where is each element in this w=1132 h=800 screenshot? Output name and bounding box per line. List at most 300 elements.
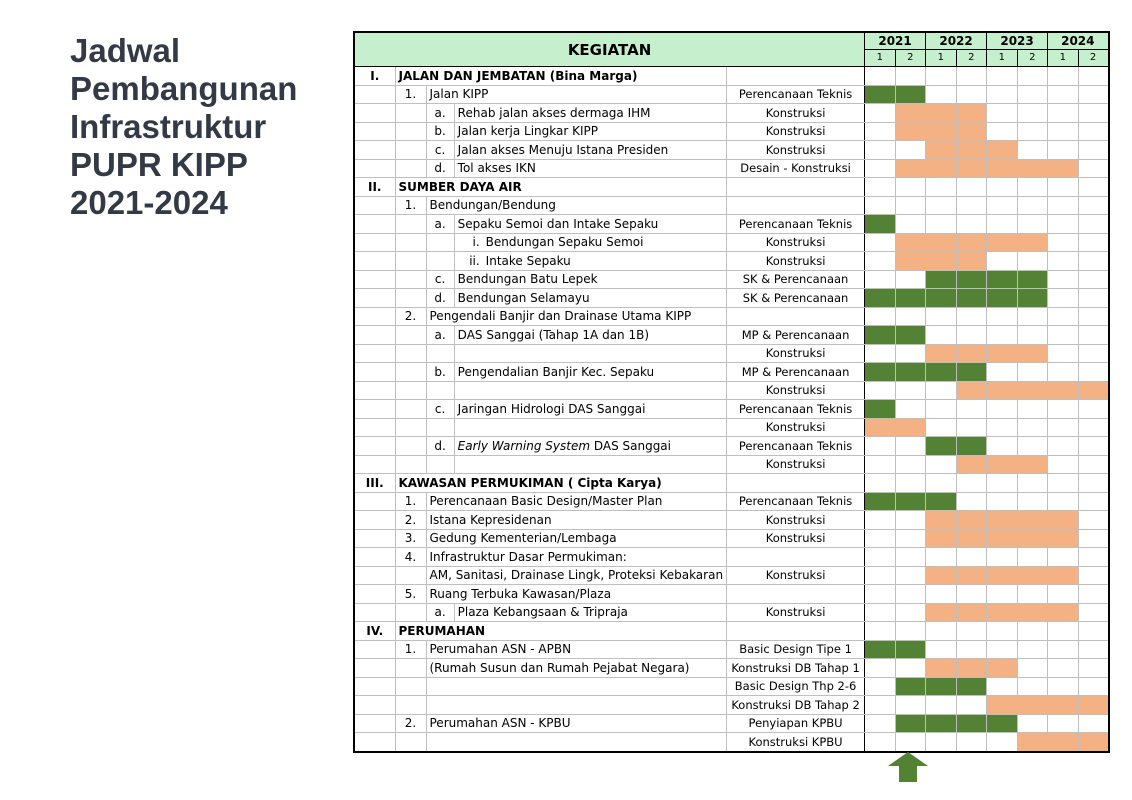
gantt-cell-empty xyxy=(956,474,987,493)
gantt-cell-construction xyxy=(987,696,1018,715)
sub-text-rest: DAS Sanggai xyxy=(590,438,671,453)
gantt-cell-empty xyxy=(1048,474,1079,493)
gantt-cell-empty xyxy=(926,622,957,641)
gantt-cell-construction xyxy=(926,122,957,141)
gantt-cell-construction xyxy=(987,603,1018,622)
activity-type: MP & Perencanaan xyxy=(727,326,865,345)
row-spacer xyxy=(395,159,426,178)
gantt-cell-empty xyxy=(895,566,926,585)
gantt-cell-construction xyxy=(956,529,987,548)
activity-row xyxy=(354,252,1109,271)
gantt-cell-empty xyxy=(895,178,926,197)
activity-type: Konstruksi xyxy=(727,344,865,363)
gantt-cell-planning xyxy=(1017,270,1048,289)
gantt-cell-construction xyxy=(1017,381,1048,400)
year-header: 2021 xyxy=(865,32,926,50)
gantt-cell-planning xyxy=(926,677,957,696)
gantt-cell-empty xyxy=(926,85,957,104)
gantt-cell-empty xyxy=(926,381,957,400)
sub-index: d. xyxy=(426,289,454,308)
gantt-cell-empty xyxy=(1048,85,1079,104)
sub-text: Rehab jalan akses dermaga IHM xyxy=(454,104,726,123)
gantt-cell-construction xyxy=(987,529,1018,548)
gantt-cell-empty xyxy=(926,215,957,234)
activity-row xyxy=(354,159,1109,178)
sub-text xyxy=(454,381,726,400)
gantt-cell-empty xyxy=(987,585,1018,604)
row-spacer xyxy=(354,381,395,400)
gantt-cell-empty xyxy=(1078,603,1109,622)
gantt-cell-empty xyxy=(1048,363,1079,382)
row-spacer xyxy=(395,326,426,345)
item-number: 4. xyxy=(395,548,426,567)
gantt-cell-planning xyxy=(956,437,987,456)
gantt-cell-empty xyxy=(1048,233,1079,252)
gantt-cell-empty xyxy=(865,622,896,641)
gantt-cell-construction xyxy=(1048,529,1079,548)
gantt-cell-empty xyxy=(987,85,1018,104)
gantt-cell-empty xyxy=(1078,104,1109,123)
gantt-cell-empty xyxy=(987,474,1018,493)
sub-index xyxy=(426,344,454,363)
gantt-cell-empty xyxy=(1017,85,1048,104)
gantt-cell-empty xyxy=(987,363,1018,382)
gantt-cell-empty xyxy=(895,215,926,234)
gantt-cell-empty xyxy=(1078,196,1109,215)
item-number: 1. xyxy=(395,85,426,104)
activity-type: SK & Perencanaan xyxy=(727,289,865,308)
gantt-cell-empty xyxy=(987,252,1018,271)
gantt-cell-empty xyxy=(865,196,896,215)
activity-row xyxy=(354,696,1109,715)
row-spacer xyxy=(354,696,395,715)
sub-text: DAS Sanggai (Tahap 1A dan 1B) xyxy=(454,326,726,345)
sub-index: d. xyxy=(426,437,454,456)
activity-type: Basic Design Tipe 1 xyxy=(727,640,865,659)
gantt-cell-empty xyxy=(1017,585,1048,604)
gantt-cell-planning xyxy=(926,289,957,308)
gantt-cell-empty xyxy=(1048,196,1079,215)
gantt-cell-empty xyxy=(1048,418,1079,437)
gantt-cell-construction xyxy=(1078,696,1109,715)
row-spacer xyxy=(354,585,395,604)
sub-text: Pengendalian Banjir Kec. Sepaku xyxy=(454,363,726,382)
schedule-table xyxy=(353,31,1110,753)
sub-index xyxy=(426,381,454,400)
activity-type xyxy=(727,307,865,326)
gantt-cell-empty xyxy=(1017,363,1048,382)
row-spacer xyxy=(395,141,426,160)
item-text: Perencanaan Basic Design/Master Plan xyxy=(426,492,727,511)
gantt-cell-empty xyxy=(926,178,957,197)
item-text: Istana Kepresidenan xyxy=(426,511,727,530)
item-number xyxy=(395,696,426,715)
half-year-header: 2 xyxy=(895,50,926,67)
year-header: 2023 xyxy=(987,32,1048,50)
activity-type: Konstruksi xyxy=(727,381,865,400)
gantt-cell-construction xyxy=(987,159,1018,178)
item-text: Ruang Terbuka Kawasan/Plaza xyxy=(426,585,727,604)
activity-row xyxy=(354,437,1109,456)
gantt-cell-empty xyxy=(1017,141,1048,160)
activity-type xyxy=(727,67,865,86)
gantt-cell-empty xyxy=(1078,511,1109,530)
gantt-cell-empty xyxy=(1017,122,1048,141)
section-row xyxy=(354,67,1109,86)
gantt-cell-empty xyxy=(1048,400,1079,419)
sub-text: Jalan akses Menuju Istana Presiden xyxy=(454,141,726,160)
gantt-cell-empty xyxy=(987,104,1018,123)
gantt-cell-empty xyxy=(895,344,926,363)
gantt-cell-empty xyxy=(987,196,1018,215)
row-spacer xyxy=(354,363,395,382)
section-number: III. xyxy=(354,474,395,493)
gantt-cell-empty xyxy=(1078,418,1109,437)
gantt-cell-planning xyxy=(956,714,987,733)
row-spacer xyxy=(354,215,395,234)
gantt-cell-empty xyxy=(1017,104,1048,123)
sub-text xyxy=(454,344,726,363)
gantt-cell-construction xyxy=(926,529,957,548)
activity-row xyxy=(354,418,1109,437)
gantt-cell-empty xyxy=(956,307,987,326)
gantt-cell-empty xyxy=(1017,437,1048,456)
gantt-cell-empty xyxy=(1048,141,1079,160)
gantt-cell-empty xyxy=(1017,548,1048,567)
gantt-cell-empty xyxy=(1078,622,1109,641)
gantt-cell-planning xyxy=(865,215,896,234)
gantt-cell-empty xyxy=(865,566,896,585)
activity-type: Perencanaan Teknis xyxy=(727,492,865,511)
gantt-cell-empty xyxy=(895,67,926,86)
gantt-cell-empty xyxy=(1078,344,1109,363)
gantt-cell-empty xyxy=(926,585,957,604)
sub-text xyxy=(454,418,726,437)
gantt-cell-planning xyxy=(865,640,896,659)
gantt-cell-empty xyxy=(1048,714,1079,733)
gantt-cell-empty xyxy=(1017,659,1048,678)
gantt-cell-construction xyxy=(1078,733,1109,752)
gantt-cell-empty xyxy=(895,585,926,604)
activity-type: Perencanaan Teknis xyxy=(727,437,865,456)
page-title xyxy=(70,32,330,222)
activity-row xyxy=(354,196,1109,215)
gantt-cell-empty xyxy=(895,196,926,215)
activity-type: Konstruksi xyxy=(727,122,865,141)
activity-type: Desain - Konstruksi xyxy=(727,159,865,178)
gantt-cell-construction xyxy=(926,344,957,363)
subsub-text xyxy=(454,233,726,252)
gantt-cell-empty xyxy=(1078,326,1109,345)
subsub-label: Bendungan Sepaku Semoi xyxy=(485,235,644,250)
gantt-cell-empty xyxy=(987,437,1018,456)
sub-text: Jaringan Hidrologi DAS Sanggai xyxy=(454,400,726,419)
row-spacer xyxy=(395,215,426,234)
gantt-cell-empty xyxy=(1048,455,1079,474)
gantt-cell-empty xyxy=(1048,104,1079,123)
gantt-cell-construction xyxy=(926,159,957,178)
gantt-cell-construction xyxy=(987,233,1018,252)
activity-type xyxy=(727,585,865,604)
gantt-cell-construction xyxy=(956,344,987,363)
gantt-cell-empty xyxy=(895,511,926,530)
gantt-cell-empty xyxy=(956,85,987,104)
gantt-cell-empty xyxy=(1048,437,1079,456)
title-line: Jadwal xyxy=(70,32,181,69)
gantt-cell-construction xyxy=(1017,733,1048,752)
gantt-cell-construction xyxy=(1017,233,1048,252)
gantt-cell-construction xyxy=(926,566,957,585)
item-number xyxy=(395,677,426,696)
item-number: 3. xyxy=(395,529,426,548)
gantt-cell-empty xyxy=(1078,492,1109,511)
sub-text: Plaza Kebangsaan & Tripraja xyxy=(454,603,726,622)
gantt-cell-empty xyxy=(895,603,926,622)
sub-index: c. xyxy=(426,141,454,160)
gantt-cell-planning xyxy=(956,289,987,308)
gantt-cell-construction xyxy=(926,252,957,271)
gantt-cell-planning xyxy=(1017,289,1048,308)
year-header: 2024 xyxy=(1048,32,1109,50)
row-spacer xyxy=(354,326,395,345)
gantt-cell-planning xyxy=(895,492,926,511)
gantt-cell-empty xyxy=(865,381,896,400)
activity-row xyxy=(354,733,1109,752)
row-spacer xyxy=(354,344,395,363)
gantt-cell-empty xyxy=(987,492,1018,511)
gantt-cell-empty xyxy=(987,178,1018,197)
gantt-cell-empty xyxy=(1017,215,1048,234)
activity-type: Konstruksi KPBU xyxy=(727,733,865,752)
subsub-text xyxy=(454,252,726,271)
section-title: KAWASAN PERMUKIMAN ( Cipta Karya) xyxy=(395,474,727,493)
activity-type: Perencanaan Teknis xyxy=(727,400,865,419)
gantt-cell-empty xyxy=(926,400,957,419)
gantt-cell-planning xyxy=(956,270,987,289)
gantt-cell-planning xyxy=(895,640,926,659)
gantt-cell-empty xyxy=(1078,67,1109,86)
activity-type: MP & Perencanaan xyxy=(727,363,865,382)
gantt-cell-planning xyxy=(987,289,1018,308)
activity-type: Konstruksi DB Tahap 1 xyxy=(727,659,865,678)
gantt-cell-construction xyxy=(895,233,926,252)
activity-row xyxy=(354,363,1109,382)
section-title: PERUMAHAN xyxy=(395,622,727,641)
row-spacer xyxy=(354,603,395,622)
activity-type: Konstruksi xyxy=(727,252,865,271)
row-spacer xyxy=(354,492,395,511)
gantt-cell-empty xyxy=(956,585,987,604)
gantt-cell-empty xyxy=(1078,252,1109,271)
gantt-cell-planning xyxy=(895,85,926,104)
activity-header: KEGIATAN xyxy=(354,32,865,67)
gantt-cell-construction xyxy=(1048,696,1079,715)
gantt-cell-construction xyxy=(1017,344,1048,363)
item-text: Perumahan ASN - APBN xyxy=(426,640,727,659)
gantt-cell-empty xyxy=(956,418,987,437)
gantt-cell-empty xyxy=(926,67,957,86)
gantt-cell-construction xyxy=(956,252,987,271)
activity-type xyxy=(727,196,865,215)
gantt-cell-empty xyxy=(1078,566,1109,585)
gantt-cell-empty xyxy=(1048,289,1079,308)
gantt-cell-construction xyxy=(956,141,987,160)
gantt-cell-construction xyxy=(987,381,1018,400)
gantt-cell-empty xyxy=(926,474,957,493)
sub-text: Bendungan Batu Lepek xyxy=(454,270,726,289)
gantt-cell-construction xyxy=(1048,733,1079,752)
activity-type: Konstruksi xyxy=(727,104,865,123)
gantt-cell-planning xyxy=(865,289,896,308)
gantt-cell-planning xyxy=(865,363,896,382)
gantt-cell-planning xyxy=(865,492,896,511)
gantt-cell-empty xyxy=(895,400,926,419)
row-spacer xyxy=(395,252,426,271)
gantt-cell-empty xyxy=(956,548,987,567)
gantt-cell-empty xyxy=(1048,326,1079,345)
gantt-cell-empty xyxy=(1048,548,1079,567)
gantt-cell-empty xyxy=(895,141,926,160)
gantt-cell-empty xyxy=(956,622,987,641)
gantt-cell-empty xyxy=(987,418,1018,437)
gantt-cell-construction xyxy=(956,122,987,141)
gantt-cell-empty xyxy=(926,196,957,215)
sub-index: a. xyxy=(426,104,454,123)
row-spacer xyxy=(354,455,395,474)
gantt-cell-empty xyxy=(956,196,987,215)
gantt-cell-empty xyxy=(1017,677,1048,696)
activity-row xyxy=(354,492,1109,511)
gantt-cell-empty xyxy=(956,400,987,419)
row-spacer xyxy=(395,344,426,363)
gantt-cell-planning xyxy=(926,270,957,289)
gantt-cell-empty xyxy=(1078,529,1109,548)
gantt-cell-empty xyxy=(1048,677,1079,696)
activity-type: Basic Design Thp 2-6 xyxy=(727,677,865,696)
row-spacer xyxy=(354,289,395,308)
gantt-cell-construction xyxy=(926,511,957,530)
gantt-cell-empty xyxy=(987,400,1018,419)
gantt-cell-empty xyxy=(987,677,1018,696)
sub-index xyxy=(426,455,454,474)
gantt-cell-empty xyxy=(1078,714,1109,733)
item-number: 2. xyxy=(395,714,426,733)
activity-type: Perencanaan Teknis xyxy=(727,215,865,234)
activity-row xyxy=(354,511,1109,530)
year-header: 2022 xyxy=(926,32,987,50)
gantt-cell-construction xyxy=(1017,511,1048,530)
gantt-cell-construction xyxy=(926,141,957,160)
gantt-cell-empty xyxy=(956,326,987,345)
activity-row xyxy=(354,585,1109,604)
gantt-cell-empty xyxy=(1078,122,1109,141)
gantt-cell-empty xyxy=(895,474,926,493)
gantt-cell-empty xyxy=(865,603,896,622)
item-text xyxy=(426,733,727,752)
gantt-cell-empty xyxy=(1048,270,1079,289)
gantt-cell-empty xyxy=(1048,344,1079,363)
gantt-cell-construction xyxy=(1017,696,1048,715)
gantt-cell-empty xyxy=(865,677,896,696)
activity-type: Konstruksi xyxy=(727,455,865,474)
gantt-cell-empty xyxy=(1048,178,1079,197)
gantt-cell-empty xyxy=(987,622,1018,641)
gantt-cell-empty xyxy=(926,696,957,715)
activity-row xyxy=(354,307,1109,326)
gantt-cell-construction xyxy=(1048,603,1079,622)
gantt-cell-empty xyxy=(865,511,896,530)
row-spacer xyxy=(395,270,426,289)
section-row xyxy=(354,474,1109,493)
gantt-cell-empty xyxy=(987,548,1018,567)
gantt-cell-planning xyxy=(865,85,896,104)
section-number: IV. xyxy=(354,622,395,641)
row-spacer xyxy=(354,733,395,752)
gantt-cell-construction xyxy=(1017,529,1048,548)
gantt-cell-empty xyxy=(1048,252,1079,271)
gantt-cell-empty xyxy=(987,307,1018,326)
gantt-cell-empty xyxy=(1048,215,1079,234)
sub-index: a. xyxy=(426,603,454,622)
gantt-cell-empty xyxy=(926,640,957,659)
half-year-header: 1 xyxy=(987,50,1018,67)
row-spacer xyxy=(354,714,395,733)
activity-type: Perencanaan Teknis xyxy=(727,85,865,104)
gantt-cell-empty xyxy=(865,474,896,493)
gantt-cell-empty xyxy=(895,381,926,400)
gantt-cell-empty xyxy=(1078,677,1109,696)
gantt-cell-empty xyxy=(1017,307,1048,326)
title-line: PUPR KIPP xyxy=(70,146,248,183)
gantt-cell-planning xyxy=(895,326,926,345)
row-spacer xyxy=(354,529,395,548)
gantt-cell-empty xyxy=(956,215,987,234)
gantt-cell-empty xyxy=(1078,289,1109,308)
gantt-cell-empty xyxy=(926,418,957,437)
gantt-cell-empty xyxy=(926,733,957,752)
activity-type xyxy=(727,178,865,197)
gantt-cell-construction xyxy=(956,659,987,678)
activity-row xyxy=(354,122,1109,141)
activity-row xyxy=(354,455,1109,474)
gantt-cell-empty xyxy=(1078,178,1109,197)
activity-row xyxy=(354,529,1109,548)
gantt-cell-construction xyxy=(926,233,957,252)
activity-row xyxy=(354,659,1109,678)
gantt-cell-empty xyxy=(1078,659,1109,678)
sub-index: c. xyxy=(426,400,454,419)
gantt-cell-empty xyxy=(987,733,1018,752)
gantt-cell-empty xyxy=(1017,326,1048,345)
activity-type: Konstruksi xyxy=(727,511,865,530)
gantt-cell-planning xyxy=(987,714,1018,733)
activity-type: Penyiapan KPBU xyxy=(727,714,865,733)
gantt-cell-empty xyxy=(1078,437,1109,456)
gantt-cell-empty xyxy=(865,529,896,548)
gantt-cell-construction xyxy=(895,104,926,123)
gantt-cell-construction xyxy=(865,418,896,437)
gantt-cell-construction xyxy=(895,159,926,178)
gantt-cell-empty xyxy=(865,659,896,678)
sub-text: Tol akses IKN xyxy=(454,159,726,178)
subsub-index: ii. xyxy=(469,253,480,268)
gantt-cell-planning xyxy=(926,437,957,456)
activity-type: Konstruksi xyxy=(727,141,865,160)
gantt-cell-empty xyxy=(1017,622,1048,641)
activity-row xyxy=(354,548,1109,567)
sub-text: Sepaku Semoi dan Intake Sepaku xyxy=(454,215,726,234)
gantt-cell-empty xyxy=(987,215,1018,234)
